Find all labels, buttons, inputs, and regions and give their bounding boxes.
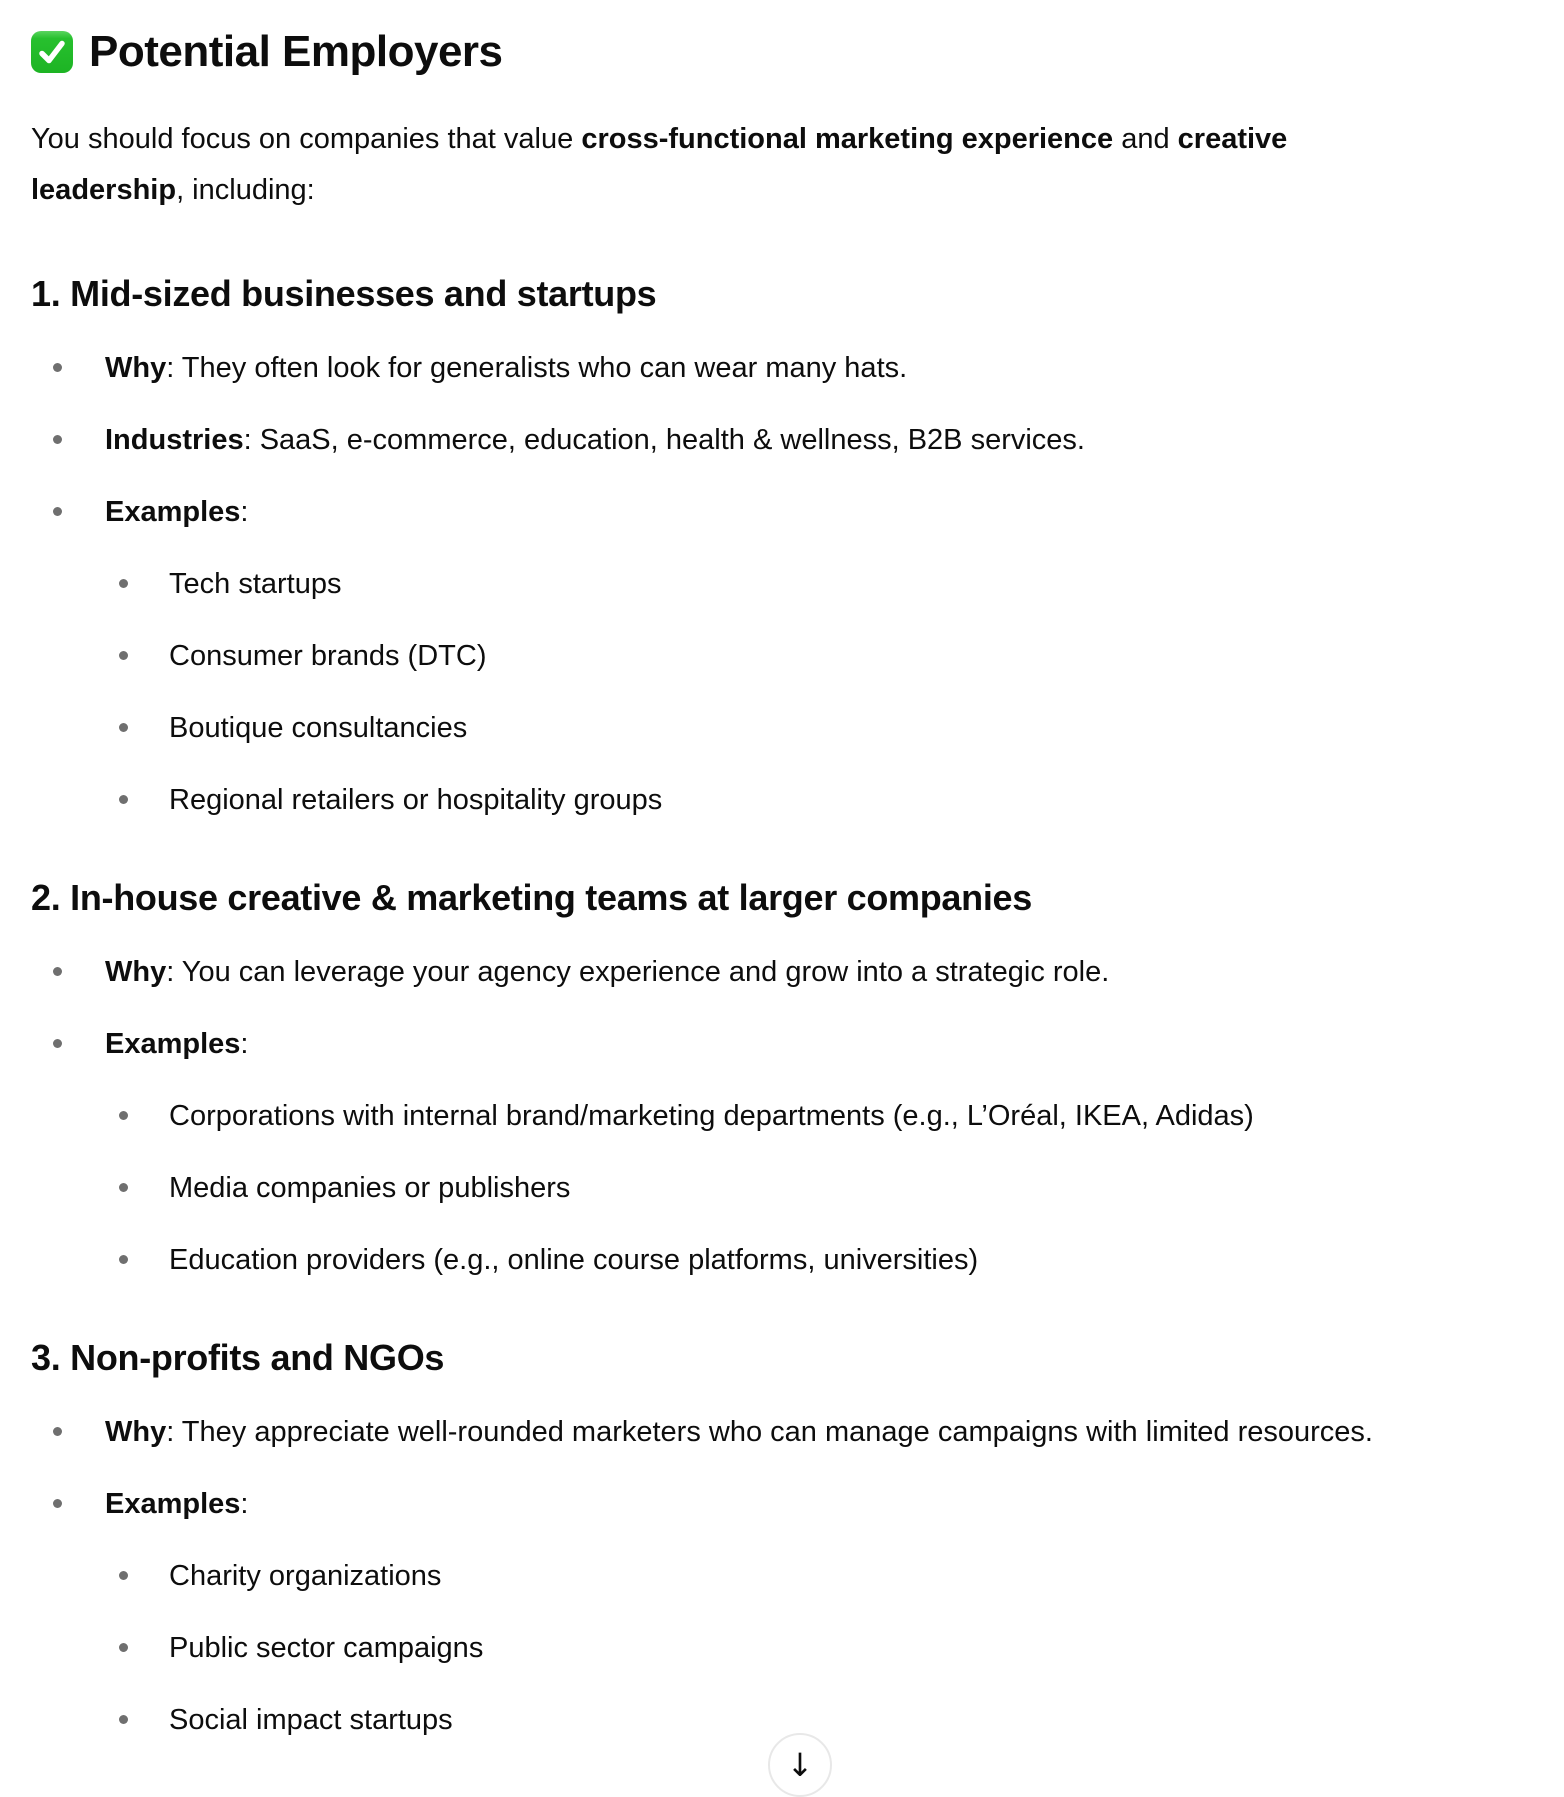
list-item bbox=[31, 1412, 1524, 1452]
section-heading: 3. Non-profits and NGOs bbox=[31, 1337, 445, 1378]
item-label: Examples bbox=[105, 1488, 241, 1520]
sections-container bbox=[31, 272, 1524, 1740]
bullet-list bbox=[31, 348, 1524, 820]
sub-list-item: Consumer brands (DTC) bbox=[105, 636, 1524, 676]
bullet-list bbox=[31, 1412, 1524, 1740]
sub-list-item: Social impact startups bbox=[105, 1700, 1524, 1740]
scroll-to-bottom-button[interactable] bbox=[768, 1733, 832, 1797]
sub-list-item: Education providers (e.g., online course platforms, universities) bbox=[105, 1240, 1524, 1280]
item-label: Why bbox=[105, 956, 167, 988]
list-item bbox=[31, 1024, 1524, 1280]
sub-list bbox=[105, 1556, 1524, 1740]
sub-list bbox=[105, 564, 1524, 820]
intro-segment: cross-functional marketing experience bbox=[581, 123, 1114, 155]
item-label: Why bbox=[105, 352, 167, 384]
intro-paragraph bbox=[31, 114, 1524, 216]
list-item bbox=[31, 348, 1524, 388]
sub-list-item: Public sector campaigns bbox=[105, 1628, 1524, 1668]
item-text: : SaaS, e-commerce, education, health & wellness, B2B services. bbox=[243, 424, 1085, 456]
sub-list-item: Boutique consultancies bbox=[105, 708, 1524, 748]
sub-list-item: Charity organizations bbox=[105, 1556, 1524, 1596]
sub-list-item: Tech startups bbox=[105, 564, 1524, 604]
item-text: : bbox=[240, 496, 249, 528]
item-text: : You can leverage your agency experience and grow into a strategic role. bbox=[166, 956, 1110, 988]
list-item bbox=[31, 952, 1524, 992]
item-text: : They appreciate well-rounded marketers who can manage campaigns with limited resources. bbox=[166, 1416, 1373, 1448]
check-mark-emoji-icon bbox=[31, 31, 73, 73]
sub-list-item: Regional retailers or hospitality groups bbox=[105, 780, 1524, 820]
list-item bbox=[31, 492, 1524, 820]
intro-segment: , including: bbox=[176, 174, 315, 206]
page-title bbox=[31, 26, 1524, 78]
list-item bbox=[31, 1484, 1524, 1740]
intro-segment: You should focus on companies that value bbox=[31, 123, 582, 155]
list-item bbox=[31, 420, 1524, 460]
sub-list-item: Corporations with internal brand/marketing departments (e.g., L’Oréal, IKEA, Adidas) bbox=[105, 1096, 1524, 1136]
section-heading: 1. Mid-sized businesses and startups bbox=[31, 273, 657, 314]
section-heading: 2. In-house creative & marketing teams at larger companies bbox=[31, 877, 1032, 918]
item-label: Why bbox=[105, 1416, 167, 1448]
item-text: : bbox=[240, 1488, 249, 1520]
item-label: Examples bbox=[105, 1028, 241, 1060]
item-text: : They often look for generalists who can wear many hats. bbox=[166, 352, 908, 384]
page-title-text: Potential Employers bbox=[89, 27, 503, 76]
item-label: Examples bbox=[105, 496, 241, 528]
intro-segment: and bbox=[1113, 123, 1178, 155]
intro-segment: creative bbox=[1177, 123, 1288, 155]
intro-segment: leadership bbox=[31, 174, 177, 206]
item-label: Industries bbox=[105, 424, 244, 456]
item-text: : bbox=[240, 1028, 249, 1060]
bullet-list bbox=[31, 952, 1524, 1280]
sub-list bbox=[105, 1096, 1524, 1280]
sub-list-item: Media companies or publishers bbox=[105, 1168, 1524, 1208]
arrow-down-icon: ↓ bbox=[786, 1746, 814, 1784]
